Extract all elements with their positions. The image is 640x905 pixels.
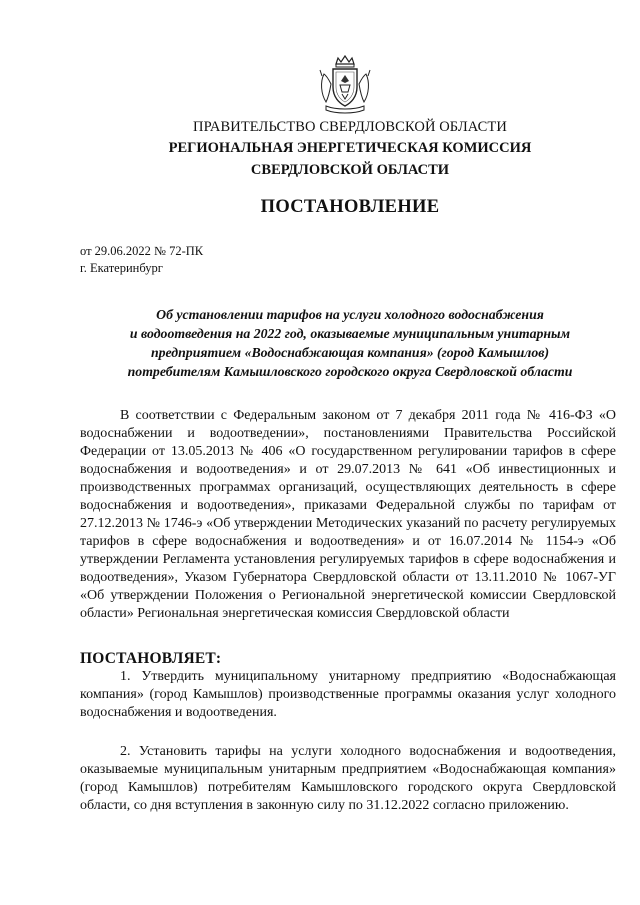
subject-line: Об установлении тарифов на услуги холодного водоснабжения bbox=[156, 307, 544, 322]
resolution-item-2: 2. Установить тарифы на услуги холодного водоснабжения и водоотведения, оказываемые муниципальным унитарным предприятием «Водоснабжающая компания» (город Камышлов) потребителям Камышловского городского округа Свердловской области, со дня вступления в законную силу по 31.12.2022 согласно приложению. bbox=[80, 744, 616, 813]
document-date-number: от 29.06.2022 № 72-ПК bbox=[80, 244, 204, 258]
document-subject bbox=[80, 305, 620, 381]
document-city: г. Екатеринбург bbox=[80, 261, 163, 275]
commission-region: СВЕРДЛОВСКОЙ ОБЛАСТИ bbox=[250, 162, 450, 178]
resolution-verb: ПОСТАНОВЛЯЕТ: bbox=[80, 650, 222, 667]
subject-line: предприятием «Водоснабжающая компания» (город Камышлов) bbox=[150, 345, 550, 360]
subject-line: потребителям Камышловского городского округа Свердловской области bbox=[127, 364, 573, 379]
commission-title: РЕГИОНАЛЬНАЯ ЭНЕРГЕТИЧЕСКАЯ КОМИССИЯ bbox=[168, 140, 532, 156]
preamble-paragraph: В соответствии с Федеральным законом от 7 декабря 2011 года № 416-ФЗ «О водоснабжении и водоотведении», постановлениями Правительства Российской Федерации от 13.05.2013 № 406 «О государственном регулировании тарифов в сфере водоснабжения и водоотведения» и от 29.07.2013 № 641 «Об инвестиционных и производственных программах организаций, осуществляющих деятельность в сфере водоснабжения и водоотведения», приказами Федеральной службы по тарифам от 27.12.2013 № 1746-э «Об утверждении Методических указаний по расчету регулируемых тарифов в сфере водоснабжения и водоотведения» и от 16.07.2014 № 1154-э «Об утверждении Регламента установления регулируемых тарифов в сфере водоснабжения и водоотведения», Указом Губернатора Свердловской области от 13.11.2010 № 1067-УГ «Об утверждении Положения о Региональной энергетической комиссии Свердловской области» Региональная энергетическая комиссия Свердловской области bbox=[80, 408, 616, 621]
coat-of-arms-icon bbox=[314, 54, 376, 116]
government-title: ПРАВИТЕЛЬСТВО СВЕРДЛОВСКОЙ ОБЛАСТИ bbox=[193, 119, 507, 135]
subject-line: и водоотведения на 2022 год, оказываемые муниципальным унитарным bbox=[129, 326, 571, 341]
document-type-heading: ПОСТАНОВЛЕНИЕ bbox=[260, 197, 440, 217]
resolution-item-1: 1. Утвердить муниципальному унитарному предприятию «Водоснабжающая компания» (город Камышлов) производственные программы оказания услуг холодного водоснабжения и водоотведения. bbox=[80, 669, 616, 720]
